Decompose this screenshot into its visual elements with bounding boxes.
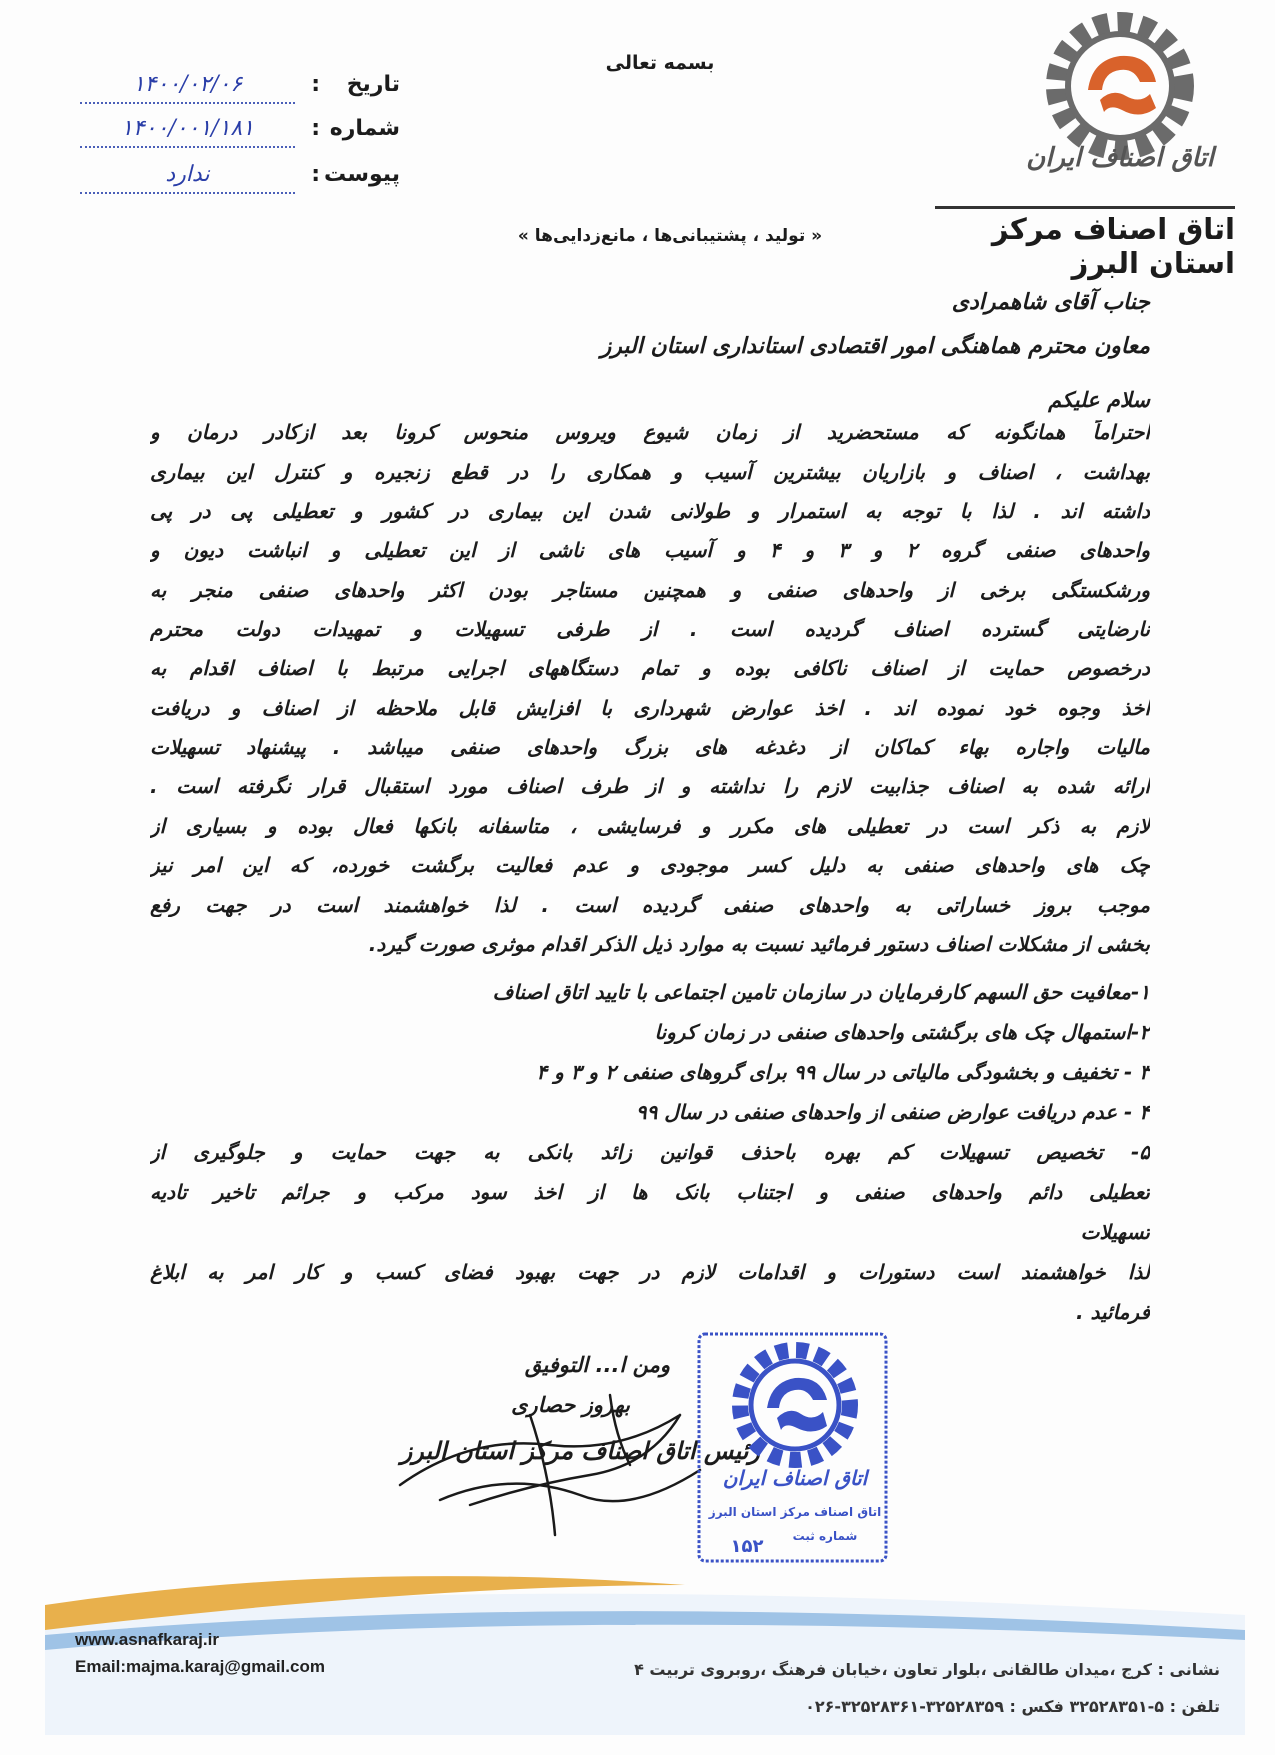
closing-line: فرمائید . bbox=[1075, 1300, 1150, 1324]
number-value: ۱۴۰۰/۰۰۱/۱۸۱ bbox=[80, 116, 295, 148]
body-line: نارضایتی گسترده اصناف گردیده است . از طرفی تسهیلات و تمهیدات دولت محترم bbox=[150, 617, 1150, 641]
body-line: داشته اند . لذا با توجه به استمرار و طولانی شدن این بیماری در کشور و تعطیلی پی در پی bbox=[150, 499, 1150, 523]
body-line: مالیات واجاره بهاء کماکان از دغدغه های بزرگ واحدهای صنفی میباشد . پیشنهاد تسهیلات bbox=[150, 735, 1150, 759]
date-field bbox=[80, 72, 400, 112]
body-line: احتراماً همانگونه که مستحضرید از زمان شیوع ویروس منحوس کرونا بعد ازکادر درمان و bbox=[150, 420, 1150, 444]
body-line: بهداشت ، اصناف و بازاریان بیشترین آسیب و همکاری را در قطع زنجیره و کنترل این بیماری bbox=[150, 460, 1150, 484]
body-line: بخشی از مشکلات اصناف دستور فرمائید نسبت به موارد ذیل الذکر اقدام موثری صورت گیرد. bbox=[368, 932, 1150, 956]
logo-text: اتاق اصناف ایران bbox=[1026, 143, 1214, 173]
signature-phrase: ومن ا... التوفیق bbox=[524, 1353, 670, 1377]
body-line: موجب بروز خساراتی به واحدهای صنفی گردیده است . لذا خواهشمند است در جهت رفع bbox=[150, 893, 1150, 917]
footer-phone: تلفن : ۵-۳۲۵۲۸۳۵۱ فکس : ۳۲۵۲۸۳۵۹-۳۲۵۲۸۳۶۱-۰۲۶ bbox=[805, 1697, 1220, 1716]
request-item: ۳ - تخفیف و بخشودگی مالیاتی در سال ۹۹ برای گروهای صنفی ۲ و ۳ و ۴ bbox=[536, 1060, 1150, 1084]
request-item: ۴ - عدم دریافت عوارض صنفی از واحدهای صنفی در سال ۹۹ bbox=[635, 1100, 1150, 1124]
footer-email: Email:majma.karaj@gmail.com bbox=[75, 1657, 325, 1676]
request-item: ۵- تخصیص تسهیلات کم بهره باحذف قوانین زائد بانکی به جهت حمایت و جلوگیری از bbox=[150, 1140, 1150, 1164]
footer-address: نشانی : کرج ،میدان طالقانی ،بلوار تعاون ،خیابان فرهنگ ،روبروی تربیت ۴ bbox=[634, 1660, 1220, 1679]
gear-icon bbox=[1056, 22, 1184, 150]
footer-website: www.asnafkaraj.ir bbox=[75, 1630, 219, 1649]
date-value: ۱۴۰۰/۰۲/۰۶ bbox=[80, 72, 295, 104]
addressee-title: معاون محترم هماهنگی امور اقتصادی استانداری استان البرز bbox=[600, 334, 1150, 359]
number-field bbox=[80, 116, 400, 156]
body-line: واحدهای صنفی گروه ۲ و ۳ و ۴ و آسیب های ناشی از این تعطیلی و انباشت دیون و bbox=[150, 538, 1150, 562]
official-stamp bbox=[695, 1330, 890, 1565]
closing-line: لذا خواهشمند است دستورات و اقدامات لازم در جهت بهبود فضای کسب و کار امر به ابلاغ bbox=[150, 1260, 1150, 1284]
number-label: شماره bbox=[329, 116, 400, 141]
handwritten-signature bbox=[380, 1375, 710, 1540]
body-line: درخصوص حمایت از اصناف ناکافی بوده و تمام دستگاههای اجرایی مرتبط با اصناف اقدام به bbox=[150, 656, 1150, 680]
request-item: ۲-استمهال چک های برگشتی واحدهای صنفی در زمان کرونا bbox=[654, 1020, 1150, 1044]
addressee-name: جناب آقای شاهمرادی bbox=[951, 290, 1150, 315]
body-line: ارائه شده به اصناف جذابیت لازم را نداشته و از طرف اصناف مورد استقبال قرار نگرفته است . bbox=[150, 774, 1150, 798]
stamp-reg-label: شماره ثبت bbox=[792, 1529, 858, 1543]
attachment-label: پیوست bbox=[324, 162, 400, 187]
header-rule bbox=[935, 206, 1235, 209]
gear-icon bbox=[740, 1350, 850, 1460]
signer-title: رئیس اتاق اصناف مرکز استان البرز bbox=[400, 1437, 760, 1465]
date-colon: : bbox=[311, 72, 320, 97]
number-colon: : bbox=[311, 116, 320, 141]
body-line: ورشکستگی برخی از واحدهای صنفی و همچنین مستاجر بودن اکثر واحدهای صنفی منجر به bbox=[150, 578, 1150, 602]
stamp-logo-text: اتاق اصناف ایران bbox=[722, 1466, 868, 1490]
attachment-value: ندارد bbox=[80, 162, 295, 194]
attachment-colon: : bbox=[311, 162, 320, 187]
body-line: چک های واحدهای صنفی به دلیل کسر موجودی و عدم فعالیت برگشت خورده، که این امر نیز bbox=[150, 853, 1150, 877]
stamp-org-name: اتاق اصناف مرکز استان البرز bbox=[708, 1505, 882, 1519]
request-item: تعطیلی دائم واحدهای صنفی و اجتناب بانک ها از اخذ سود مرکب و جرائم تاخیر تادیه bbox=[150, 1180, 1150, 1204]
request-item: تسهیلات bbox=[1080, 1220, 1150, 1244]
guild-logo-icon bbox=[1000, 8, 1230, 183]
slogan: « تولید ، پشتیبانی‌ها ، مانع‌زدایی‌ها » bbox=[517, 226, 823, 246]
body-line: اخذ وجوه خود نموده اند . اخذ عوارض شهرداری با افزایش قابل ملاحظه از اصناف و دریافت bbox=[150, 696, 1150, 720]
greeting: سلام علیکم bbox=[1048, 388, 1150, 412]
organization-name: اتاق اصناف مرکز استان البرز bbox=[991, 212, 1235, 280]
stamp-reg-number: ۱۵۲ bbox=[730, 1536, 764, 1557]
body-line: لازم به ذکر است در تعطیلی های مکرر و فرسایشی ، متاسفانه بانکها فعال بوده و بسیاری از bbox=[150, 814, 1150, 838]
request-item: ۱-معافیت حق السهم کارفرمایان در سازمان تامین اجتماعی با تایید اتاق اصناف bbox=[492, 980, 1150, 1004]
basmala: بسمه تعالی bbox=[605, 52, 715, 74]
signer-name: بهروز حصاری bbox=[511, 1393, 630, 1417]
attachment-field bbox=[80, 162, 400, 202]
date-label: تاریخ bbox=[346, 72, 400, 97]
